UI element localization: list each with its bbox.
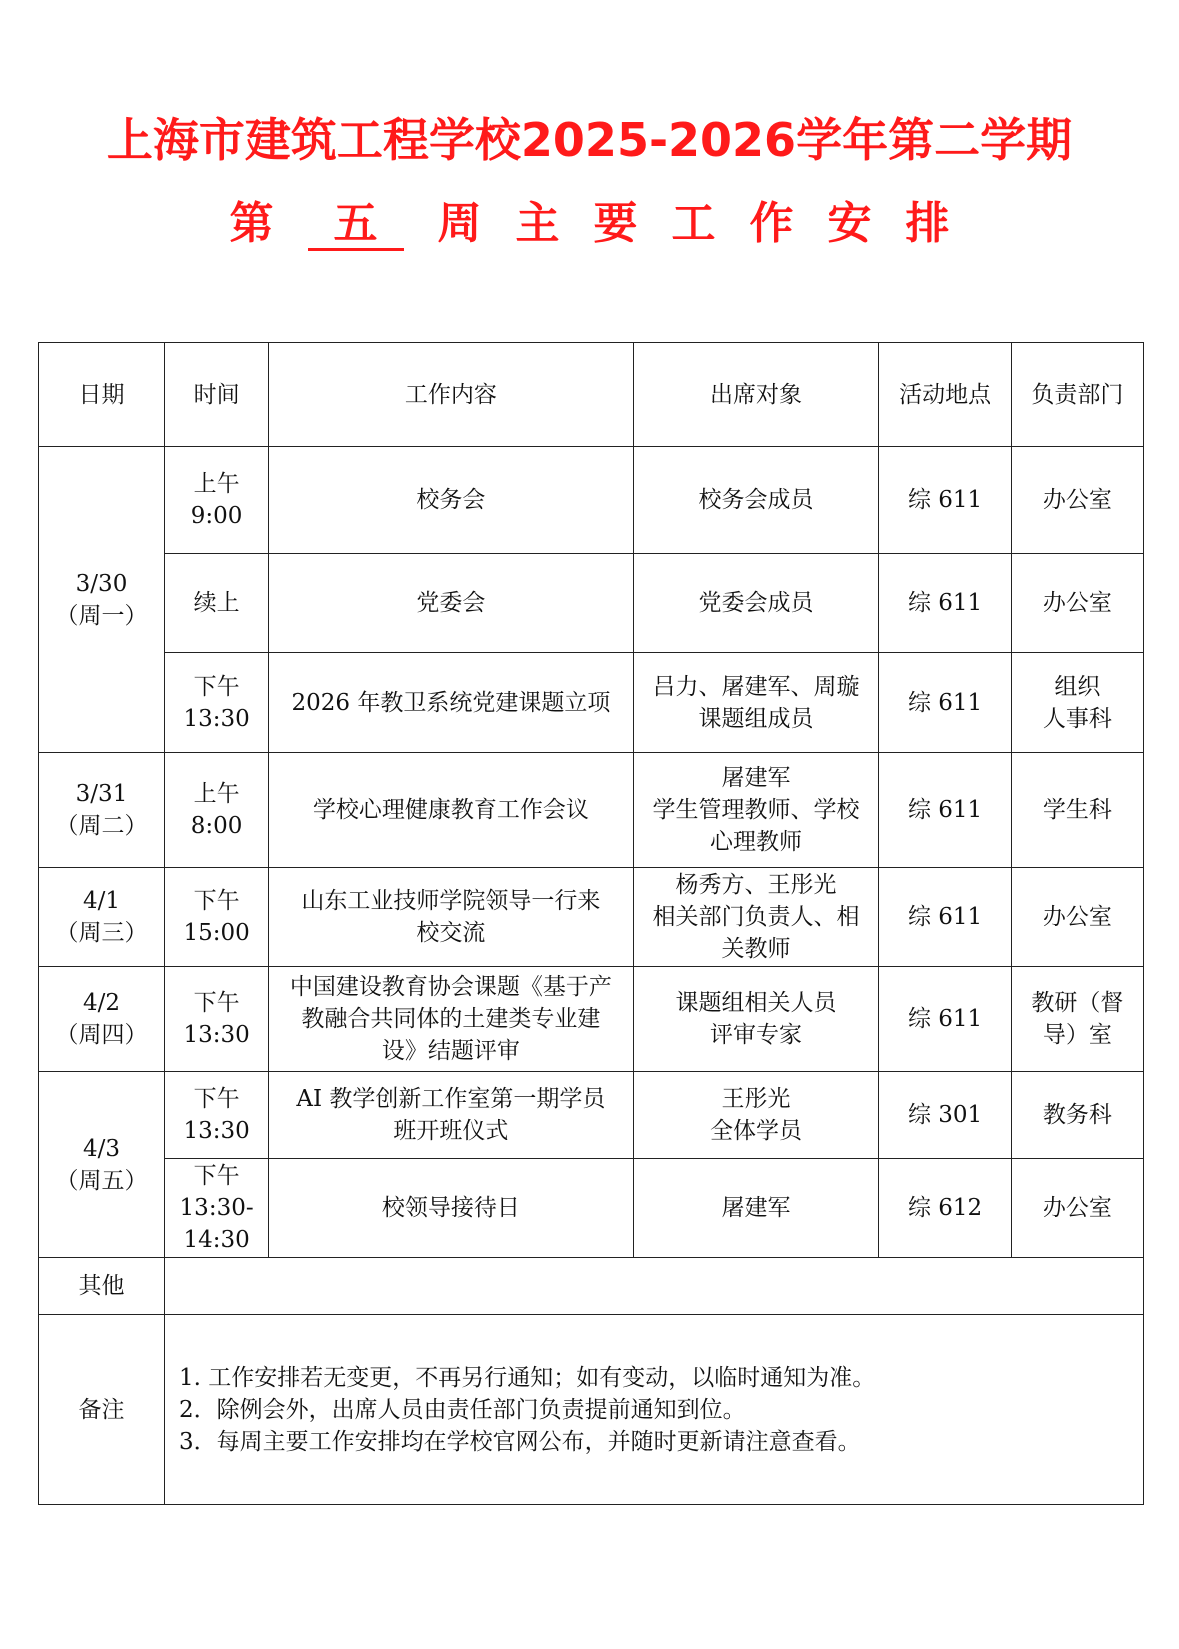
attendees-cell: 王彤光 全体学员 [633,1072,879,1159]
department-cell: 办公室 [1011,447,1143,554]
location-cell: 综 611 [879,653,1011,753]
time-cell: 上午 9:00 [165,447,269,554]
location-cell: 综 301 [879,1072,1011,1159]
schedule-body [39,343,1144,1505]
subtitle-char: 排 [905,198,950,249]
document-title: 上海市建筑工程学校2025-2026学年第二学期 [106,113,1073,167]
notes-label: 备注 [39,1315,165,1505]
location-cell: 综 611 [879,753,1011,868]
department-cell: 办公室 [1011,554,1143,653]
subtitle-char: 周 [437,198,482,249]
time-cell: 下午 13:30- 14:30 [165,1159,269,1258]
note-item: 3．每周主要工作安排均在学校官网公布，并随时更新请注意查看。 [179,1428,861,1455]
attendees-cell: 吕力、屠建军、周璇 课题组成员 [633,653,879,753]
date-text: 3/31 [75,781,128,807]
content-cell: 2026 年教卫系统党建课题立项 [269,653,634,753]
location-cell: 综 612 [879,1159,1011,1258]
weekday-text: （周五） [55,1167,148,1194]
table-row [39,868,1144,967]
content-cell: 党委会 [269,554,634,653]
notes-cell [165,1315,1144,1505]
content-cell: 山东工业技师学院领导一行来 校交流 [269,868,634,967]
time-cell: 下午 15:00 [165,868,269,967]
other-label: 其他 [39,1258,165,1315]
location-cell: 综 611 [879,554,1011,653]
content-cell: 校领导接待日 [269,1159,634,1258]
date-text: 4/3 [83,1135,121,1162]
date-cell [39,868,165,967]
department-cell: 学生科 [1011,753,1143,868]
time-cell: 下午 13:30 [165,967,269,1072]
date-cell [39,753,165,868]
date-text: 4/1 [83,888,121,914]
subtitle-char: 要 [593,198,638,249]
content-cell: 学校心理健康教育工作会议 [269,753,634,868]
weekday-text: （周四） [55,1022,148,1048]
header-location: 活动地点 [879,343,1011,447]
department-cell: 办公室 [1011,868,1143,967]
date-text: 3/30 [75,570,128,597]
content-cell: 中国建设教育协会课题《基于产 教融合共同体的土建类专业建 设》结题评审 [269,967,634,1072]
note-item: 2．除例会外，出席人员由责任部门负责提前通知到位。 [179,1396,746,1423]
weekday-text: （周三） [55,920,148,946]
date-cell [39,1072,165,1258]
document-subtitle [0,196,1179,252]
date-cell [39,967,165,1072]
weekday-text: （周二） [55,813,148,839]
subtitle-char: 工 [671,198,716,249]
attendees-cell: 屠建军 [633,1159,879,1258]
time-cell: 下午 13:30 [165,1072,269,1159]
subtitle-char: 安 [827,198,872,249]
time-cell: 续上 [165,554,269,653]
content-cell: AI 教学创新工作室第一期学员 班开班仪式 [269,1072,634,1159]
other-value [165,1258,1144,1315]
notes-row [39,1315,1144,1505]
header-row [39,343,1144,447]
table-row [39,554,1144,653]
note-item: 1. 工作安排若无变更，不再另行通知；如有变动，以临时通知为准。 [179,1364,876,1391]
location-cell: 综 611 [879,868,1011,967]
other-row [39,1258,1144,1315]
time-cell: 上午 8:00 [165,753,269,868]
header-time: 时间 [165,343,269,447]
location-cell: 综 611 [879,447,1011,554]
schedule-table [38,342,1144,1505]
table-row [39,447,1144,554]
content-cell: 校务会 [269,447,634,554]
subtitle-char: 主 [515,198,560,249]
department-cell: 办公室 [1011,1159,1143,1258]
week-prefix: 第 [229,198,274,249]
location-cell: 综 611 [879,967,1011,1072]
subtitle-char: 作 [749,198,794,249]
attendees-cell: 课题组相关人员 评审专家 [633,967,879,1072]
attendees-cell: 校务会成员 [633,447,879,554]
table-row [39,1159,1144,1258]
header-content: 工作内容 [269,343,634,447]
week-number: 五 [308,200,404,251]
time-cell: 下午 13:30 [165,653,269,753]
table-row [39,1072,1144,1159]
attendees-cell: 党委会成员 [633,554,879,653]
header-date: 日期 [39,343,165,447]
date-cell [39,447,165,753]
attendees-cell: 屠建军 学生管理教师、学校 心理教师 [633,753,879,868]
weekday-text: （周一） [55,602,148,629]
department-cell: 教务科 [1011,1072,1143,1159]
header-department: 负责部门 [1011,343,1143,447]
attendees-cell: 杨秀方、王彤光 相关部门负责人、相 关教师 [633,868,879,967]
header-attendees: 出席对象 [633,343,879,447]
table-row [39,753,1144,868]
department-cell: 教研（督 导）室 [1011,967,1143,1072]
date-text: 4/2 [83,990,121,1016]
table-row [39,653,1144,753]
table-row [39,967,1144,1072]
department-cell: 组织 人事科 [1011,653,1143,753]
